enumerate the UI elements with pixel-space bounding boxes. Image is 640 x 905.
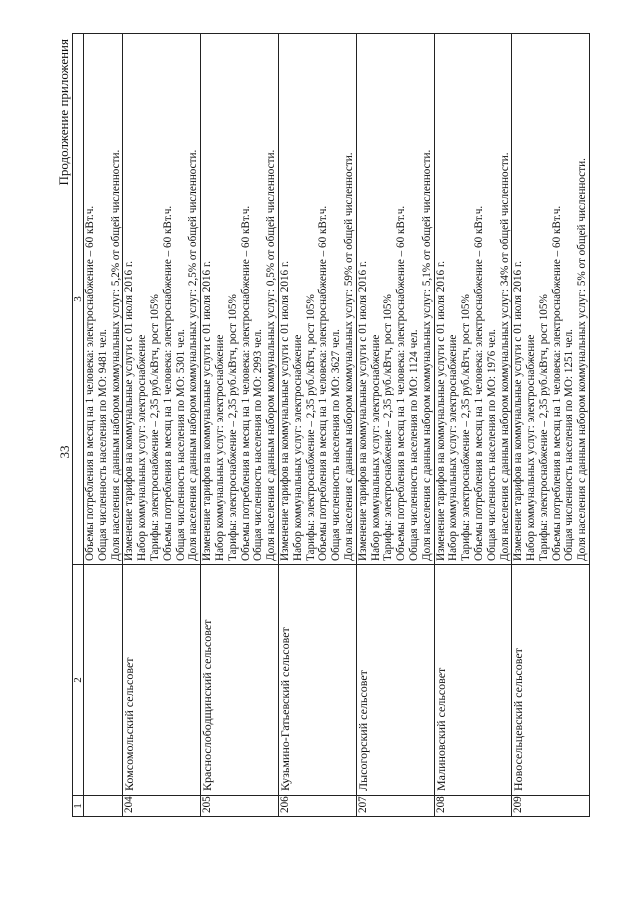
municipality-name: Малиновский сельсовет <box>434 565 512 796</box>
table-row <box>84 34 123 817</box>
detail-line: Набор коммунальных услуг: электроснабжение <box>136 334 149 561</box>
detail-line: Общая численность населения по МО: 1124 чел. <box>407 329 420 561</box>
table-row <box>434 34 512 817</box>
tariff-table <box>72 33 590 817</box>
detail-line: Общая численность населения по МО: 3627 чел. <box>330 329 343 561</box>
detail-line: Доля населения с данным набором коммунальных услуг: 59% от общей численности. <box>342 152 355 561</box>
row-number: 209 <box>512 796 590 817</box>
row-number <box>84 796 123 817</box>
detail-line: Набор коммунальных услуг: электроснабжение <box>447 334 460 561</box>
detail-line: Доля населения с данным набором коммунальных услуг: 5,1% от общей численности. <box>420 149 433 561</box>
detail-line: Тарифы: электроснабжение – 2,35 руб./кВтч, рост 105% <box>460 294 473 561</box>
detail-line: Набор коммунальных услуг: электроснабжение <box>369 334 382 561</box>
detail-line: Объемы потребления в месяц на 1 человека: электроснабжение – 60 кВт.ч. <box>239 205 252 561</box>
detail-line: Объемы потребления в месяц на 1 человека: электроснабжение – 60 кВт.ч. <box>317 205 330 561</box>
detail-line: Набор коммунальных услуг: электроснабжение <box>291 334 304 561</box>
detail-line: Изменение тарифов на коммунальные услуги с 01 июля 2016 г. <box>512 260 525 561</box>
detail-line: Общая численность населения по МО: 9481 чел. <box>96 329 109 561</box>
row-number: 206 <box>278 796 356 817</box>
continuation-caption: Продолжение приложения <box>56 39 71 186</box>
detail-line: Изменение тарифов на коммунальные услуги с 01 июля 2016 г. <box>356 260 369 561</box>
municipality-name <box>84 565 123 796</box>
detail-line: Изменение тарифов на коммунальные услуги с 01 июля 2016 г. <box>278 260 291 561</box>
header-col-2: 2 <box>73 565 84 796</box>
detail-line: Набор коммунальных услуг: электроснабжение <box>213 334 226 561</box>
detail-line: Тарифы: электроснабжение – 2,35 руб./кВтч, рост 105% <box>382 294 395 561</box>
detail-line: Объемы потребления в месяц на 1 человека: электроснабжение – 60 кВт.ч. <box>84 205 96 561</box>
detail-line: Общая численность населения по МО: 1976 чел. <box>485 329 498 561</box>
detail-line: Доля населения с данным набором коммунальных услуг: 0,5% от общей численности. <box>265 149 278 561</box>
municipality-name: Новосельцевский сельсовет <box>512 565 590 796</box>
table-row <box>201 34 279 817</box>
detail-line: Тарифы: электроснабжение – 2,35 руб./кВтч, рост 105% <box>148 294 161 561</box>
municipality-name: Лысогорский сельсовет <box>356 565 434 796</box>
tariff-details <box>512 34 590 565</box>
detail-line: Общая численность населения по МО: 5301 чел. <box>174 329 187 561</box>
row-number: 208 <box>434 796 512 817</box>
table-row <box>278 34 356 817</box>
table-body <box>73 34 590 817</box>
municipality-name: Краснослободщинский сельсовет <box>201 565 279 796</box>
detail-line: Набор коммунальных услуг: электроснабжение <box>525 334 538 561</box>
detail-line: Тарифы: электроснабжение – 2,35 руб./кВтч, рост 105% <box>226 294 239 561</box>
detail-line: Доля населения с данным набором коммунальных услуг: 2,5% от общей численности. <box>187 149 200 561</box>
tariff-details <box>356 34 434 565</box>
detail-line: Объемы потребления в месяц на 1 человека: электроснабжение – 60 кВт.ч. <box>472 205 485 561</box>
detail-line: Изменение тарифов на коммунальные услуги с 01 июля 2016 г. <box>201 260 214 561</box>
table-row <box>123 34 201 817</box>
detail-line: Тарифы: электроснабжение – 2,35 руб./кВтч, рост 105% <box>537 294 550 561</box>
detail-line: Общая численность населения по МО: 1251 чел. <box>563 329 576 561</box>
tariff-details <box>84 34 123 565</box>
header-row <box>73 34 84 817</box>
header-col-1: 1 <box>73 796 84 817</box>
table-row <box>356 34 434 817</box>
municipality-name: Кузьмино-Гатьевский сельсовет <box>278 565 356 796</box>
detail-line: Объемы потребления в месяц на 1 человека: электроснабжение – 60 кВт.ч. <box>550 205 563 561</box>
detail-line: Объемы потребления в месяц на 1 человека: электроснабжение – 60 кВт.ч. <box>395 205 408 561</box>
detail-line: Объемы потребления в месяц на 1 человека: электроснабжение – 60 кВт.ч. <box>161 205 174 561</box>
row-number: 205 <box>201 796 279 817</box>
tariff-details <box>434 34 512 565</box>
detail-line: Доля населения с данным набором коммунальных услуг: 5% от общей численности. <box>576 158 589 561</box>
table-row <box>512 34 590 817</box>
detail-line: Изменение тарифов на коммунальные услуги с 01 июля 2016 г. <box>434 260 447 561</box>
tariff-details <box>278 34 356 565</box>
detail-line: Изменение тарифов на коммунальные услуги с 01 июля 2016 г. <box>123 260 136 561</box>
detail-line: Общая численность населения по МО: 2993 чел. <box>252 329 265 561</box>
detail-line: Тарифы: электроснабжение – 2,35 руб./кВтч, рост 105% <box>304 294 317 561</box>
header-col-3: 3 <box>73 34 84 565</box>
municipality-name: Комсомольский сельсовет <box>123 565 201 796</box>
detail-line: Доля населения с данным набором коммунальных услуг: 5,2% от общей численности. <box>109 149 122 561</box>
row-number: 204 <box>123 796 201 817</box>
detail-line: Доля населения с данным набором коммунальных услуг: 34% от общей численности. <box>498 152 511 561</box>
tariff-details <box>201 34 279 565</box>
page-number: 33 <box>57 445 72 459</box>
tariff-details <box>123 34 201 565</box>
row-number: 207 <box>356 796 434 817</box>
